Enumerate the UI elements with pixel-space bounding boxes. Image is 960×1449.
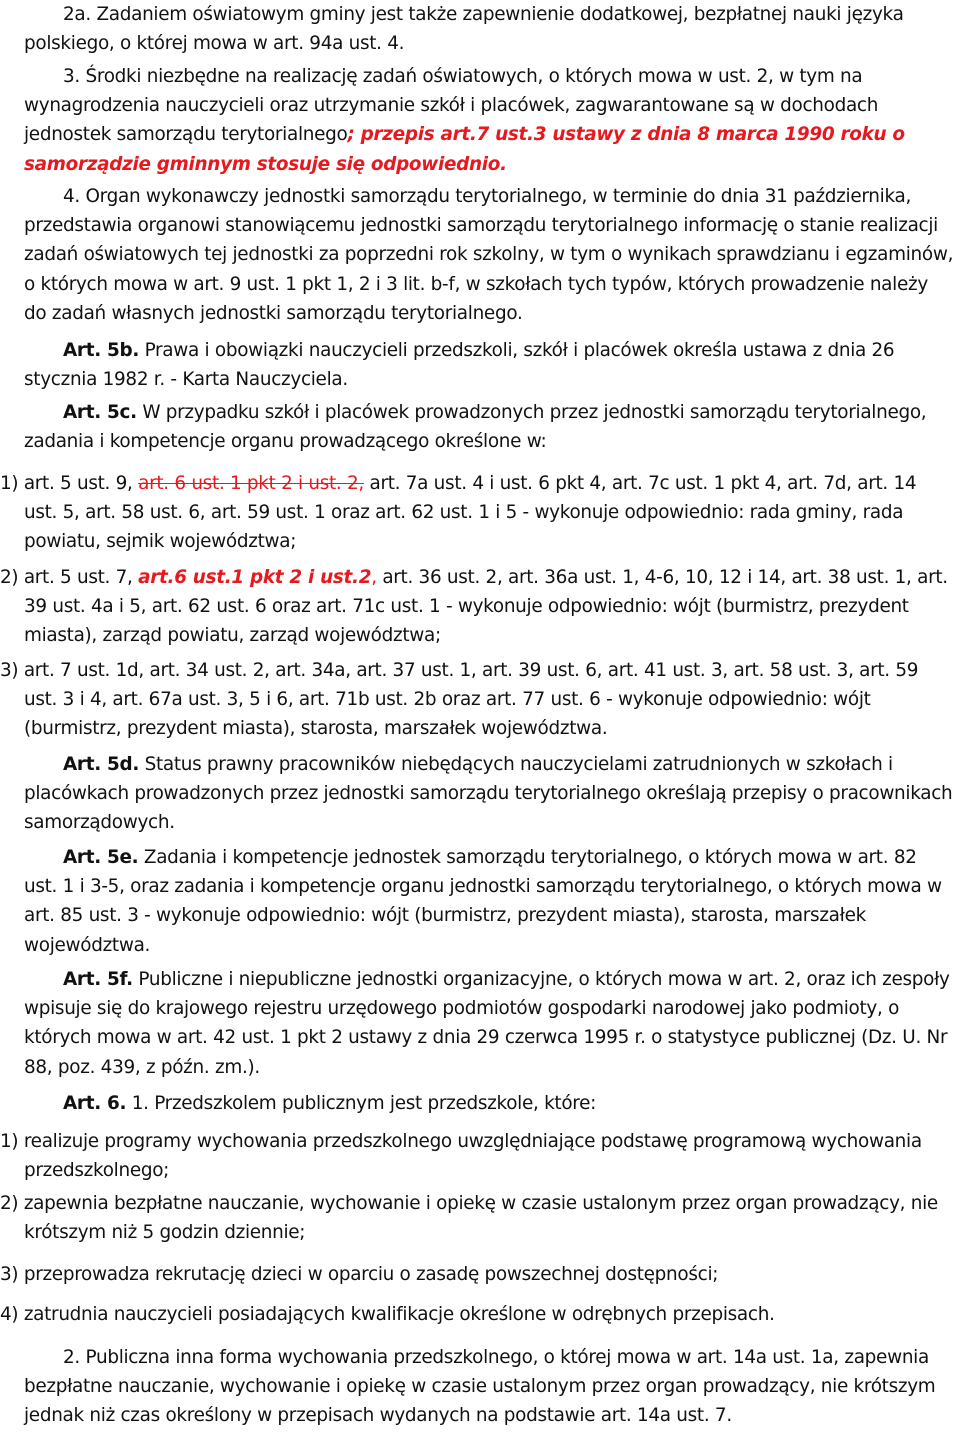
article-5c-text: W przypadku szkół i placówek prowadzonych przez jednostki samorządu terytorialnego, zadania i kompetencje organu prowadzącego określone w:	[24, 402, 927, 453]
article-6	[24, 1089, 954, 1118]
paragraph-2a-text: 2a. Zadaniem oświatowym gminy jest także zapewnienie dodatkowej, bezpłatnej nauki języka polskiego, o której mowa w art. 94a ust. 4.	[24, 4, 904, 55]
item-1-deleted-text: art. 6 ust. 1 pkt 2 i ust. 2,	[138, 473, 364, 494]
paragraph-3-amendment: ; przepis art.7 ust.3 ustawy z dnia 8 marca 1990 roku o samorządzie gminnym stosuje się odpowiednio.	[24, 124, 905, 175]
article-5d-text: Status prawny pracowników niebędących nauczycielami zatrudnionych w szkołach i placówkach prowadzonych przez jednostki samorządu terytorialnego określają przepisy o pracownikach samorządowych.	[24, 754, 953, 834]
article-5c-item-3	[0, 656, 954, 744]
article-6-label: Art. 6.	[63, 1093, 127, 1114]
paragraph-3-text: 3. Środki niezbędne na realizację zadań oświatowych, o których mowa w ust. 2, w tym na wynagrodzenia nauczycieli oraz utrzymanie szkół i placówek, zagwarantowane są w dochodach jednostek samorządu terytorialnego	[24, 66, 879, 146]
article-5c-item-2	[0, 563, 954, 651]
item-2-comma: ,	[371, 567, 377, 588]
article-6-item-2	[0, 1189, 954, 1247]
item-2-rest: art. 36 ust. 2, art. 36a ust. 1, 4-6, 10, 12 i 14, art. 38 ust. 1, art. 39 ust. 4a i 5, art. 62 ust. 6 oraz art. 71c ust. 1 - wykonuje odpowiednio: wójt (burmistrz, prezydent miasta), zarząd powiatu, zarząd województwa;	[24, 567, 948, 647]
item-2-start: 2) art. 5 ust. 7,	[0, 567, 139, 588]
paragraph-3	[24, 62, 954, 179]
article-6-paragraph-2-text: 2. Publiczna inna forma wychowania przedszkolnego, o której mowa w art. 14a ust. 1a, zapewnia bezpłatne nauczanie, wychowanie i opiekę w czasie ustalonym przez organ prowadzący, nie krótszym jednak niż czas określony w przepisach wydanych na podstawie art. 14a ust. 7.	[24, 1347, 936, 1427]
article-5b	[24, 336, 954, 394]
article-6-paragraph-2	[24, 1343, 954, 1431]
article-5f-text: Publiczne i niepubliczne jednostki organizacyjne, o których mowa w art. 2, oraz ich zespoły wpisuje się do krajowego rejestru urzędowego podmiotów gospodarki narodowej jako podmioty, o których mowa w art. 42 ust. 1 pkt 2 ustawy z dnia 29 czerwca 1995 r. o statystyce publicznej (Dz. U. Nr 88, poz. 439, z późn. zm.).	[24, 969, 950, 1078]
article-5e-label: Art. 5e.	[63, 847, 139, 868]
article-5e-text: Zadania i kompetencje jednostek samorządu terytorialnego, o których mowa w art. 82 ust. 1 i 3-5, oraz zadania i kompetencje organu jednostki samorządu terytorialnego, o których mowa w art. 85 ust. 3 - wykonuje odpowiednio: wójt (burmistrz, prezydent miasta), starosta, marszałek województwa.	[24, 847, 942, 956]
article-6-item-3	[0, 1260, 954, 1289]
article-6-text: 1. Przedszkolem publicznym jest przedszkole, które:	[126, 1093, 597, 1114]
article-5c-item-1	[0, 469, 954, 557]
article-6-item-3-text: 3) przeprowadza rekrutację dzieci w oparciu o zasadę powszechnej dostępności;	[0, 1264, 719, 1285]
article-5e	[24, 843, 954, 960]
article-6-item-2-text: 2) zapewnia bezpłatne nauczanie, wychowanie i opiekę w czasie ustalonym przez organ prowadzący, nie krótszym niż 5 godzin dziennie;	[0, 1193, 938, 1244]
article-5c	[24, 398, 954, 456]
article-5b-text: Prawa i obowiązki nauczycieli przedszkoli, szkół i placówek określa ustawa z dnia 26 stycznia 1982 r. - Karta Nauczyciela.	[24, 340, 895, 391]
item-2-amendment: art.6 ust.1 pkt 2 i ust.2	[138, 567, 372, 588]
article-6-item-4	[0, 1300, 954, 1329]
article-5f-label: Art. 5f.	[63, 969, 133, 990]
article-5b-label: Art. 5b.	[63, 340, 140, 361]
article-5d	[24, 750, 954, 838]
paragraph-4	[24, 182, 954, 328]
article-6-item-1	[0, 1127, 954, 1185]
item-3-text: 3) art. 7 ust. 1d, art. 34 ust. 2, art. 34a, art. 37 ust. 1, art. 39 ust. 6, art. 41 ust. 3, art. 58 ust. 3, art. 59 ust. 3 i 4, art. 67a ust. 3, 5 i 6, art. 71b ust. 2b oraz art. 77 ust. 6 - wykonuje odpowiednio: wójt (burmistrz, prezydent miasta), starosta, marszałek województwa.	[0, 660, 919, 740]
article-6-item-4-text: 4) zatrudnia nauczycieli posiadających kwalifikacje określone w odrębnych przepisach.	[0, 1304, 775, 1325]
article-5f	[24, 965, 954, 1082]
paragraph-2a	[24, 0, 954, 58]
item-1-start: 1) art. 5 ust. 9,	[0, 473, 139, 494]
article-6-item-1-text: 1) realizuje programy wychowania przedszkolnego uwzględniające podstawę programową wychowania przedszkolnego;	[0, 1131, 922, 1182]
article-5d-label: Art. 5d.	[63, 754, 140, 775]
paragraph-4-text: 4. Organ wykonawczy jednostki samorządu terytorialnego, w terminie do dnia 31 października, przedstawia organowi stanowiącemu jednostki samorządu terytorialnego informację o stanie realizacji zadań oświatowych tej jednostki za poprzedni rok szkolny, w tym o wynikach sprawdzianu i egzaminów, o których mowa w art. 9 ust. 1 pkt 1, 2 i 3 lit. b-f, w szkołach tych typów, których prowadzenie należy do zadań własnych jednostki samorządu terytorialnego.	[24, 186, 954, 324]
item-1-rest: art. 7a ust. 4 i ust. 6 pkt 4, art. 7c ust. 1 pkt 4, art. 7d, art. 14 ust. 5, art. 58 ust. 6, art. 59 ust. 1 oraz art. 62 ust. 1 i 5 - wykonuje odpowiednio: rada gminy, rada powiatu, sejmik województwa;	[24, 473, 917, 553]
article-5c-label: Art. 5c.	[63, 402, 137, 423]
